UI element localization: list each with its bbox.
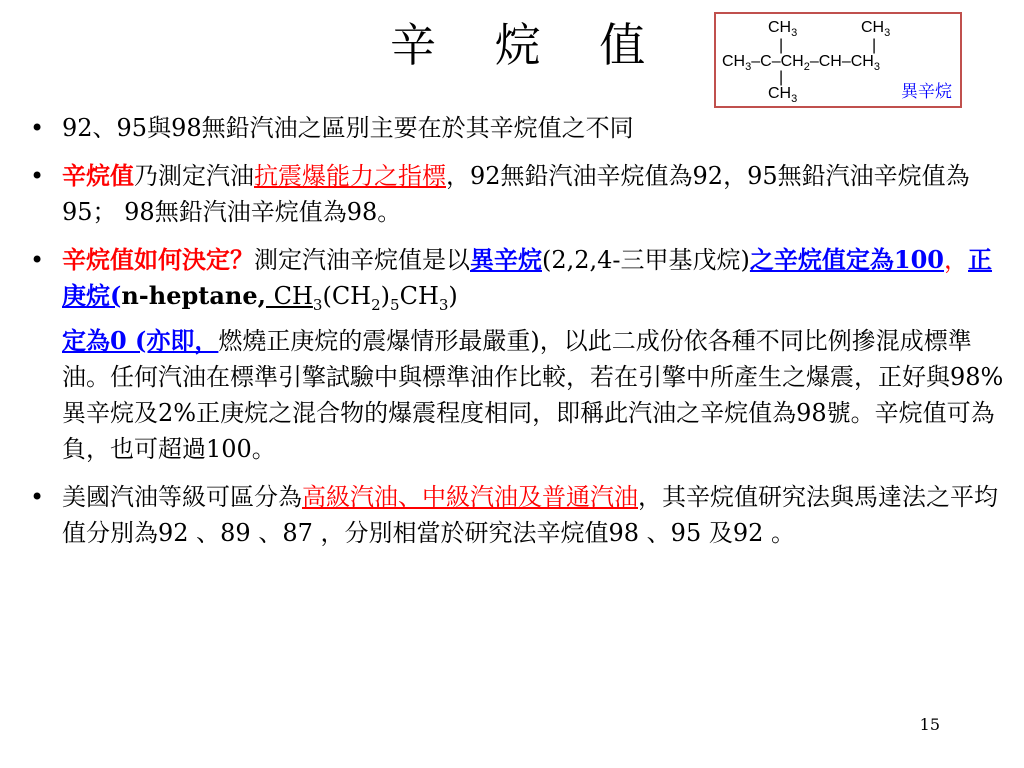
heptane-formula-close: ) xyxy=(448,282,458,310)
bullet-item-2 xyxy=(24,158,1004,230)
bullet-item-1 xyxy=(24,110,1004,146)
formula-bond-bottom: | xyxy=(779,69,784,86)
isooctane-structure-box xyxy=(714,12,962,108)
n-heptane-english: n-heptane, xyxy=(121,281,266,310)
bullet-3-text-b: 燃燒正庚烷的震爆情形最嚴重)，以此二成份依各種不同比例摻混成標準油。任何汽油在標準引擎試驗中與標準油作比較，若在引擎中所產生之爆震，正好與98%異辛烷及2%正庚烷之混合物的爆震程度相同，即稱此汽油之辛烷值為98號。辛烷值可為負，也可超過100。 xyxy=(62,326,1004,463)
bullet-4-text-a: 美國汽油等級可區分為 xyxy=(62,482,302,511)
term-n-heptane: 正庚烷( xyxy=(62,245,993,310)
heptane-formula-sub-3a: 3 xyxy=(312,295,323,314)
antiknock-index-phrase: 抗震爆能力之指標 xyxy=(254,162,446,190)
bullet-dot: • xyxy=(30,482,45,511)
formula-top-ch3-left: $CH_3$ xyxy=(768,19,798,40)
bullet-dot: • xyxy=(30,162,45,190)
slide-title: 辛 烷 值 xyxy=(390,18,668,72)
heptane-formula-ch: CH xyxy=(265,282,313,310)
heptane-formula-paren: ) xyxy=(380,282,391,310)
bullet-4-text-b: ，其辛烷值研究法與馬達法之平均值分別為92 、89 、87 ，分別相當於研究法辛烷值98 、95 及92 。 xyxy=(62,482,998,547)
heptane-value-0: 定為0 (亦即， xyxy=(62,325,219,355)
formula-bond-top-left: | xyxy=(779,37,784,54)
bullet-item-3 xyxy=(24,242,1004,467)
bullet-2-text-a: 乃測定汽油 xyxy=(134,162,254,190)
bullet-2-text-b: ，92無鉛汽油辛烷值為92，95無鉛汽油辛烷值為95； 98無鉛汽油辛烷值為98。 xyxy=(62,162,970,226)
formula-top-ch3-right: $CH_3$ xyxy=(861,19,891,40)
heptane-formula-sub-3b: 3 xyxy=(438,295,449,314)
formula-main-chain: $CH_3-C-CH_2-CH-CH_3$ xyxy=(722,53,880,74)
bullet-dot: • xyxy=(30,246,45,274)
bullet-1-text: 92、95與98無鉛汽油之區別主要在於其辛烷值之不同 xyxy=(62,114,634,142)
term-octane-number: 辛烷值 xyxy=(62,161,134,190)
page-number: 15 xyxy=(919,715,940,734)
formula-bond-top-right: | xyxy=(872,37,877,54)
formula-caption: 異辛烷 xyxy=(901,82,952,102)
bullet-dot: • xyxy=(30,114,45,142)
isooctane-value-100: 之辛烷值定為100 xyxy=(749,245,945,274)
heptane-formula-sub-2: 2 xyxy=(371,295,381,314)
comma-red: ， xyxy=(944,246,969,274)
question-how-determined: 辛烷值如何決定？ xyxy=(62,245,254,274)
heptane-formula-ch2: (CH xyxy=(322,282,372,310)
bullet-3-text-a: 測定汽油辛烷值是以 xyxy=(254,246,470,274)
heptane-formula-ch3: CH xyxy=(399,282,439,310)
bullet-item-4 xyxy=(24,479,1004,551)
heptane-formula-sub-5: 5 xyxy=(390,295,400,314)
term-isooctane: 異辛烷 xyxy=(470,245,542,274)
gasoline-grades-phrase: 高級汽油、中級汽油及普通汽油 xyxy=(302,482,638,511)
bullet-list xyxy=(24,110,1004,563)
isooctane-iupac: (2,2,4-三甲基戊烷) xyxy=(542,246,750,274)
formula-bottom-ch3: $CH_3$ xyxy=(768,85,798,106)
